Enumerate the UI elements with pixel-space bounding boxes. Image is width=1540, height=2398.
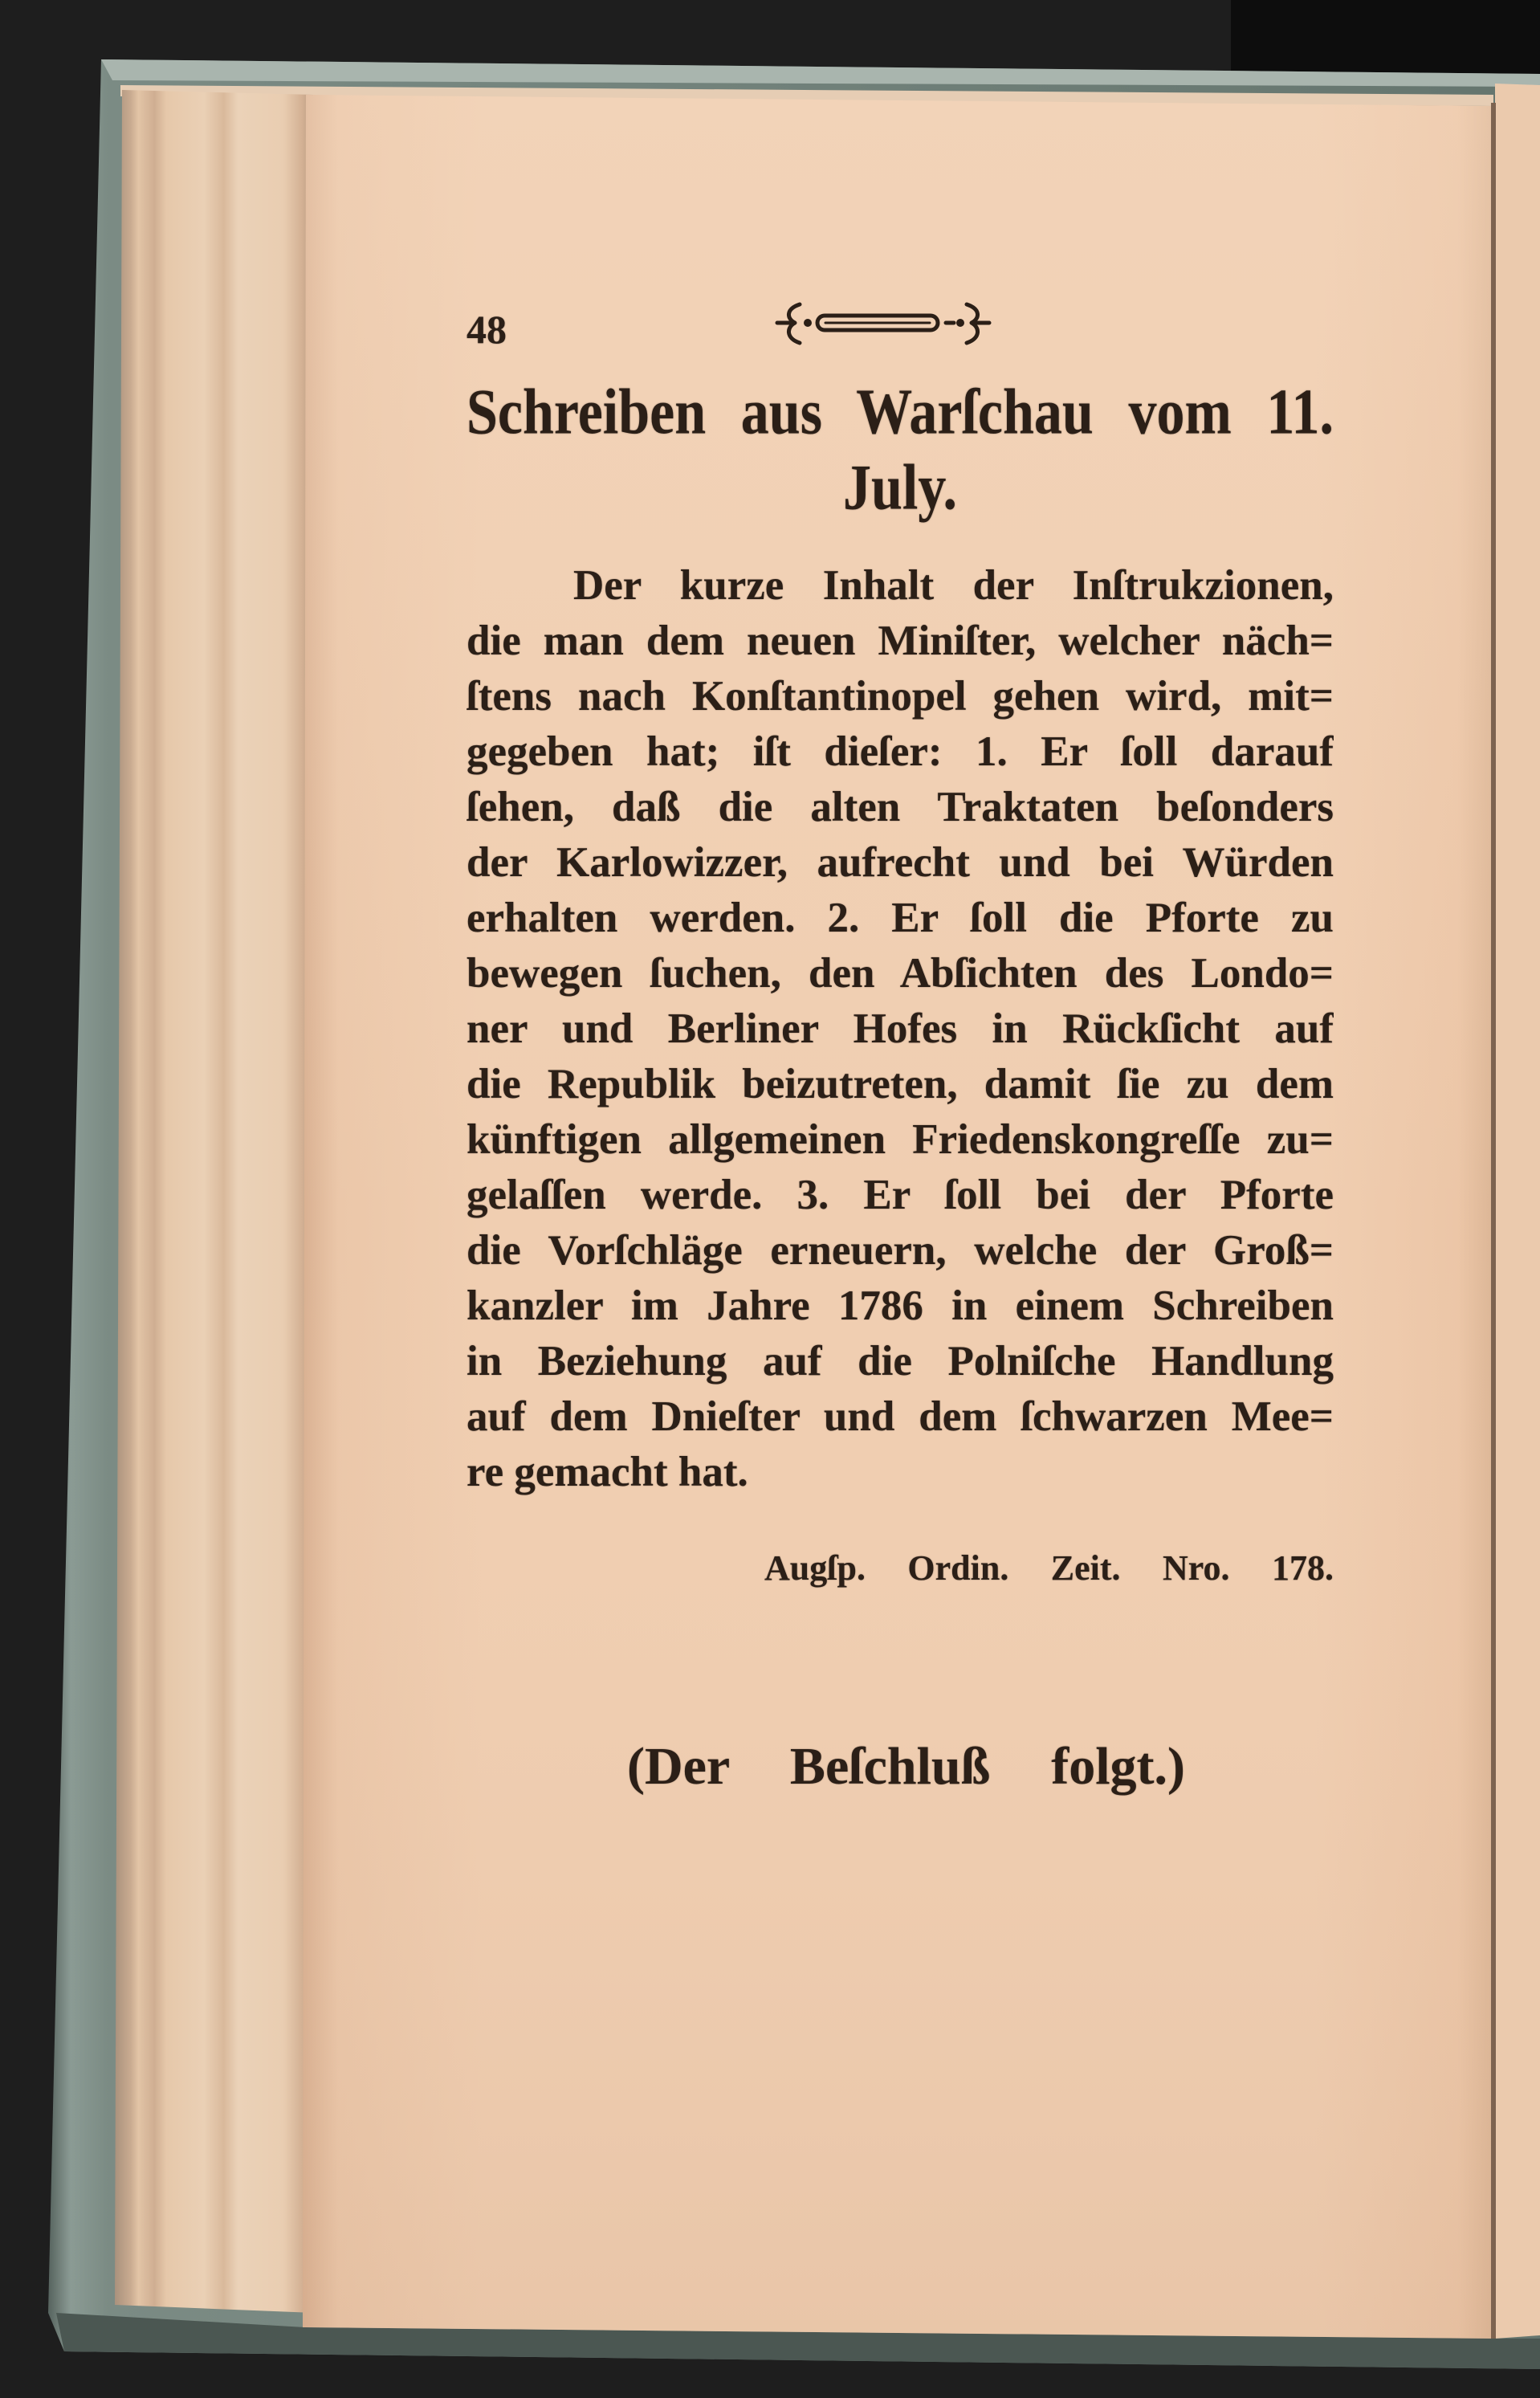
article-body [466,558,1334,1500]
article-line: ſehen, daß die alten Traktaten beſonders [466,784,1334,830]
page-stack-edges [115,90,313,2313]
article-line: re gemacht hat. [466,1449,748,1495]
article-line: ner und Berliner Hofes in Rückſicht auf [466,1005,1334,1052]
article-line: kanzler im Jahre 1786 in einem Schreiben [466,1283,1334,1329]
article-title-line-2: July. [842,452,958,524]
article-line: die man dem neuen Miniſter, welcher näch= [466,618,1334,664]
continuation-note: (Der Beſchluß folgt.) [627,1737,1185,1796]
article-line: der Karlowizzer, aufrecht und bei Würden [466,839,1334,886]
page-number: 48 [466,307,507,352]
article-line: auf dem Dnieſter und dem ſchwarzen Mee= [466,1393,1334,1440]
dark-corner [1231,0,1540,80]
article-line: bewegen ſuchen, den Abſichten des Londo= [466,950,1334,997]
article-line: gelaſſen werde. 3. Er ſoll bei der Pforte [466,1172,1334,1218]
article-line: erhalten werden. 2. Er ſoll die Pforte zu [466,895,1334,941]
fleuron-rule-icon [772,298,994,349]
article-line: in Beziehung auf die Polniſche Handlung [466,1338,1334,1385]
adjacent-page-edge [1495,84,1540,2339]
article-line: Der kurze Inhalt der Inſtrukzionen, [573,562,1334,609]
article-line: gegeben hat; iſt dieſer: 1. Er ſoll darauf [466,728,1334,775]
article-line: ſtens nach Konſtantinopel gehen wird, mit= [466,673,1334,720]
article-line: die Republik beizutreten, damit ſie zu dem [466,1061,1334,1107]
article-title-line-1: Schreiben aus Warſchau vom 11. [466,377,1334,448]
article-line: die Vorſchläge erneuern, welche der Groß= [466,1227,1334,1274]
article-line: künftigen allgemeinen Friedenskongreſſe zu= [466,1116,1334,1163]
source-citation: Augſp. Ordin. Zeit. Nro. 178. [764,1548,1334,1588]
gutter-shadow [1491,103,1496,2339]
